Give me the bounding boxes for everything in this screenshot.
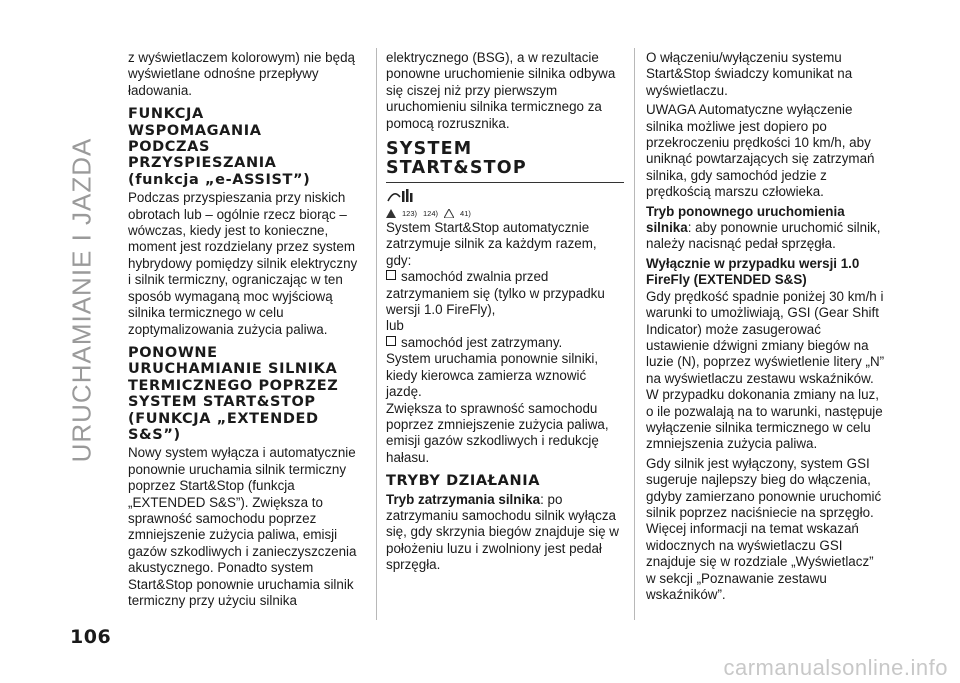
- watermark: carmanualsonline.info: [723, 655, 948, 680]
- section-heading-e-assist: [128, 106, 363, 188]
- reference-icons-row: [386, 187, 624, 205]
- paragraph: elektrycznego (BSG), a w rezultacie ponowne uruchomienie silnika odbywa się ciszej niż przy pierwszym uruchomieniu silnika termicznego za pomocą rozrusznika.: [386, 50, 616, 131]
- column-3: [646, 50, 886, 603]
- paragraph: UWAGA Automatyczne wyłączenie silnika możliwe jest dopiero po przekroczeniu prędkości 10 km/h, aby uniknąć powtarzających się zatrzymań silnika, gdy samochód jedzie z prędkością marszu człowieka.: [646, 102, 875, 200]
- heading-line: PODCZAS: [128, 139, 211, 156]
- paragraph: lub: [386, 318, 404, 334]
- section-heading-extended-ss: [128, 345, 363, 443]
- reference-number: 41): [460, 209, 471, 219]
- subheading: Tryb ponownego uruchomienia silnika: [646, 203, 845, 236]
- heading-line: PONOWNE: [128, 344, 218, 361]
- fuel-consumption-icon: [386, 187, 416, 205]
- section-heading-modes: TRYBY DZIAŁANIA: [386, 473, 541, 490]
- paragraph: Zwiększa to sprawność samochodu poprzez zmniejszenie zużycia paliwa, emisji gazów szkodliwych i redukcję hałasu.: [386, 400, 609, 465]
- heading-line: FUNKCJA: [128, 106, 204, 123]
- column-divider: [376, 48, 377, 620]
- paragraph: Gdy silnik jest wyłączony, system GSI sugeruje najlepszy bieg do włączenia, gdyby zamierzano ponownie uruchomić silnik poprzez naciśniecie na sprzęgło. Więcej informacji na temat wskazań widocznych na wyświetlaczu GSI znajduje się w rozdziale „Wyświetlacz” w sekcji „Poznawanie zestawu wskaźników”.: [646, 455, 882, 602]
- paragraph: Gdy prędkość spadnie poniżej 30 km/h i warunki to umożliwiają, GSI (Gear Shift Indicator) może zasugerować ustawienie dźwigni zmiany biegów na luzie (N), poprzez wyświetlenie litery „N” na wyświetlaczu zestawu wskaźników. W przypadku dokonania zmiany na luz, o ile pozwalają na to warunki, następuje wyłączenie silnika termicznego w celu zmniejszenia zużycia paliwa.: [646, 288, 885, 452]
- paragraph: Podczas przyspieszania przy niskich obrotach lub – ogólnie rzecz biorąc – wówczas, kiedy jest to konieczne, moment jest rozdzielany przez system hybrydowy pomiędzy silnik elektryczny i silnik termiczny, ograniczając w ten sposób wymaganą moc wyjściową silnika termicznego w celu zoptymalizowania zużycia paliwa.: [128, 190, 358, 337]
- heading-line: START&STOP: [386, 158, 527, 179]
- checkbox-bullet-icon: [386, 270, 396, 280]
- warning-triangle-icon: [386, 209, 396, 218]
- subheading: Tryb zatrzymania silnika: [386, 491, 541, 507]
- heading-line: (funkcja „e-ASSIST”): [128, 171, 311, 188]
- paragraph: [646, 204, 886, 253]
- paragraph: [386, 492, 624, 574]
- heading-line: WSPOMAGANIA: [128, 122, 262, 139]
- paragraph: System uruchamia ponownie silniki, kiedy kierowca zamierza wznowić jazdę.: [386, 351, 599, 400]
- column-1: [128, 50, 363, 609]
- caution-hand-icon: [444, 209, 454, 218]
- paragraph-text: : aby ponownie uruchomić silnik, należy nacisnąć pedał sprzęgła.: [646, 220, 881, 252]
- section-heading-start-stop: [386, 140, 624, 183]
- column-divider: [634, 48, 635, 620]
- bullet-item: [386, 335, 624, 351]
- reference-number: 123): [402, 209, 418, 219]
- heading-line: SYSTEM START&STOP: [128, 394, 316, 411]
- heading-line: (FUNKCJA „EXTENDED: [128, 410, 319, 427]
- column-2: [386, 50, 624, 574]
- bullet-text: samochód zwalnia przed zatrzymaniem się (tylko w przypadku wersji 1.0 FireFly),: [386, 269, 605, 318]
- subheading: Wyłącznie w przypadku wersji 1.0 FireFly (EXTENDED S&S): [646, 255, 860, 288]
- paragraph: O włączeniu/wyłączeniu systemu Start&Stop świadczy komunikat na wyświetlaczu.: [646, 50, 853, 98]
- paragraph-text: : po zatrzymaniu samochodu silnik wyłącza się, gdy skrzynia biegów znajduje się w położeniu luzu i zwolniony jest pedał sprzęgła.: [386, 491, 619, 573]
- checkbox-bullet-icon: [386, 336, 396, 346]
- chapter-side-title-text: URUCHAMIANIE I JAZDA: [66, 137, 97, 463]
- paragraph: z wyświetlaczem kolorowym) nie będą wyświetlane odnośne przepływy ładowania.: [128, 50, 355, 98]
- page-number: 106: [70, 626, 112, 648]
- heading-line: S&S”): [128, 426, 181, 443]
- bullet-text: samochód jest zatrzymany.: [401, 334, 563, 350]
- heading-line: PRZYSPIESZANIA: [128, 155, 277, 172]
- reference-number: 124): [423, 209, 439, 219]
- paragraph: System Start&Stop automatycznie zatrzymuje silnik za każdym razem, gdy:: [386, 220, 597, 268]
- paragraph: Nowy system wyłącza i automatycznie ponownie uruchamia silnik termiczny poprzez Start&Stop (funkcja „EXTENDED S&S”). Zwiększa to sprawność samochodu poprzez zmniejszenie zużycia paliwa, emisji gazów szkodliwych i zanieczyszczenia akustycznego. Ponadto system Start&Stop ponownie uruchamia silnik termiczny przy użyciu silnika: [128, 445, 357, 608]
- bullet-item: [386, 269, 624, 318]
- heading-line: URUCHAMIANIE SILNIKA: [128, 361, 338, 378]
- warning-references-row: [386, 209, 624, 218]
- heading-line: TERMICZNEGO POPRZEZ: [128, 377, 339, 394]
- heading-line: SYSTEM: [386, 139, 473, 160]
